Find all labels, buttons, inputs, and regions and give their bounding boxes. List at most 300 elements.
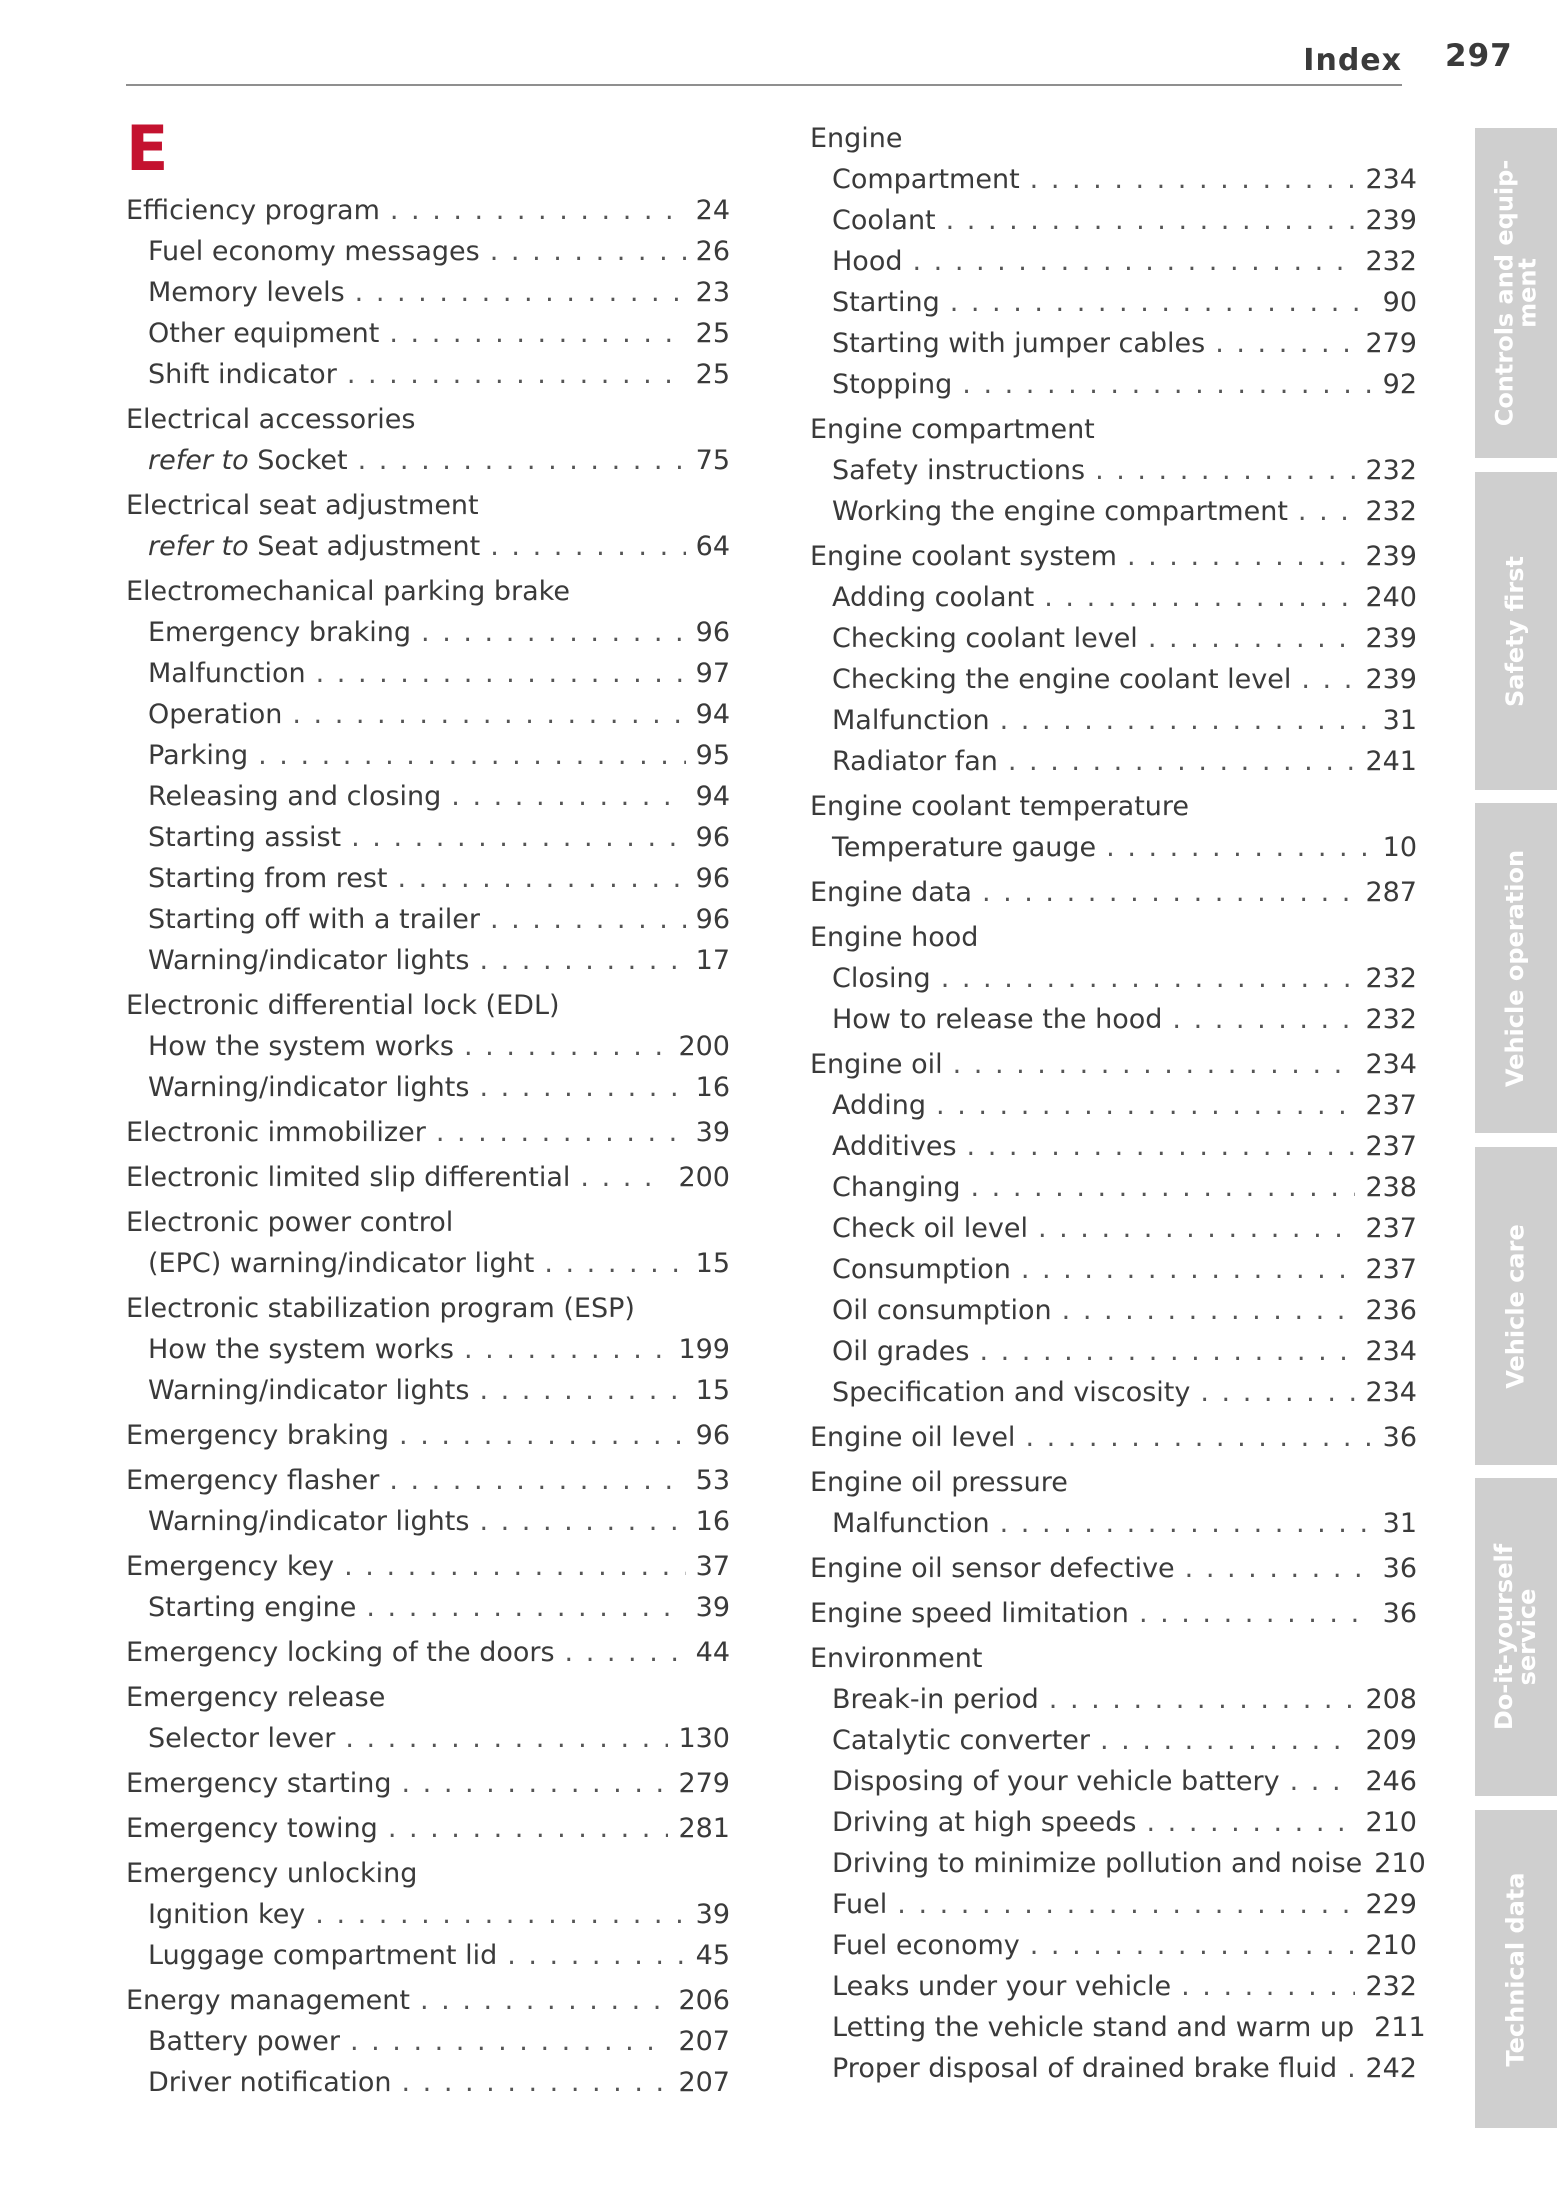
entry-page-number: 96: [695, 904, 730, 935]
entry-label: Engine compartment: [810, 414, 1095, 445]
entry-page-number: 209: [1365, 1725, 1417, 1756]
entry-label: Check oil level: [832, 1213, 1028, 1244]
entry-label: Emergency locking of the doors: [126, 1637, 555, 1668]
entry-page-number: 208: [1365, 1684, 1417, 1715]
entry-page-number: 97: [695, 658, 730, 689]
entry-label: Malfunction: [148, 658, 306, 689]
dot-leader: [1147, 1802, 1356, 1843]
index-subentry: [810, 1208, 1417, 1249]
entry-page-number: 287: [1365, 877, 1417, 908]
index-subentry: [810, 282, 1417, 323]
entry-label: Selector lever: [148, 1723, 336, 1754]
entry-label: Energy management: [126, 1985, 410, 2016]
entry-label: Efficiency program: [126, 195, 380, 226]
entry-page-number: 10: [1382, 832, 1417, 863]
entry-page-number: 232: [1365, 455, 1417, 486]
index-entry: [126, 985, 730, 1026]
index-subentry: [810, 1802, 1417, 1843]
index-entry: [126, 1632, 730, 1673]
entry-label: Emergency braking: [126, 1420, 390, 1451]
entry-page-number: 92: [1382, 369, 1417, 400]
dot-leader: [1181, 1966, 1355, 2007]
dot-leader: [316, 653, 686, 694]
index-entry: [810, 118, 1417, 159]
dot-leader: [258, 735, 686, 776]
entry-page-number: 44: [695, 1637, 730, 1668]
entry-label: Shift indicator: [148, 359, 337, 390]
entry-page-number: 239: [1365, 623, 1417, 654]
entry-page-number: 240: [1365, 582, 1417, 613]
dot-leader: [982, 872, 1356, 913]
entry-label: Operation: [148, 699, 283, 730]
entry-page-number: 232: [1365, 1004, 1417, 1035]
dot-leader: [350, 2021, 668, 2062]
entry-label: Engine: [810, 123, 903, 154]
index-subentry: [810, 2048, 1417, 2089]
entry-label: Electronic limited slip differential: [126, 1162, 571, 1193]
index-list-left: [126, 190, 730, 2103]
dot-leader: [1215, 323, 1355, 364]
index-entry: [126, 1460, 730, 1501]
dot-leader: [1100, 1720, 1355, 1761]
entry-page-number: 246: [1365, 1766, 1417, 1797]
dot-leader: [1347, 2048, 1355, 2089]
entry-label: Parking: [148, 740, 249, 771]
entry-label: Adding coolant: [832, 582, 1035, 613]
entry-page-number: 24: [695, 195, 730, 226]
entry-page-number: 238: [1365, 1172, 1417, 1203]
entry-label: Starting engine: [148, 1592, 357, 1623]
chapter-tab-vehicle-operation[interactable]: [1475, 803, 1557, 1133]
index-subentry: [126, 653, 730, 694]
index-subentry: [126, 1935, 730, 1976]
entry-label: Driver notification: [148, 2067, 392, 2098]
entry-page-number: 200: [678, 1162, 730, 1193]
entry-label: Closing: [832, 963, 931, 994]
entry-page-number: 239: [1365, 205, 1417, 236]
entry-label: Adding: [832, 1090, 927, 1121]
entry-label: Warning/indicator lights: [148, 1375, 470, 1406]
entry-label: Electronic differential lock (EDL): [126, 990, 560, 1021]
chapter-tab-vehicle-care[interactable]: [1475, 1147, 1557, 1465]
dot-leader: [1025, 1417, 1372, 1458]
entry-label: How the system works: [148, 1031, 454, 1062]
index-entry: [126, 1288, 730, 1329]
dot-leader: [345, 1718, 668, 1759]
index-entry: [126, 1546, 730, 1587]
dot-leader: [389, 1460, 685, 1501]
entry-label: Engine oil pressure: [810, 1467, 1068, 1498]
entry-label: Starting off with a trailer: [148, 904, 480, 935]
entry-refer-target: Seat adjustment: [257, 531, 481, 562]
entry-page-number: 279: [678, 1768, 730, 1799]
dot-leader: [1172, 999, 1355, 1040]
chapter-tab-controls[interactable]: [1475, 128, 1557, 458]
entry-label: Emergency towing: [126, 1813, 378, 1844]
index-subentry: [810, 241, 1417, 282]
index-subentry: [126, 526, 730, 567]
chapter-tabs: [1475, 0, 1557, 2208]
entry-page-number: 17: [695, 945, 730, 976]
dot-leader: [399, 1415, 686, 1456]
dot-leader: [544, 1243, 685, 1284]
dot-leader: [1095, 450, 1355, 491]
entry-label: Letting the vehicle stand and warm up: [832, 2012, 1355, 2043]
dot-leader: [479, 1501, 685, 1542]
entry-label: Engine oil sensor defective: [810, 1553, 1175, 1584]
entry-label: Engine coolant system: [810, 541, 1117, 572]
entry-page-number: 210: [1374, 1848, 1426, 1879]
dot-leader: [941, 958, 1356, 999]
index-subentry: [810, 491, 1417, 532]
entry-page-number: 94: [695, 781, 730, 812]
entry-label: Emergency key: [126, 1551, 335, 1582]
index-subentry: [810, 1126, 1417, 1167]
index-subentry: [810, 741, 1417, 782]
entry-page-number: 207: [678, 2067, 730, 2098]
dot-leader: [347, 354, 686, 395]
index-entry: [810, 1593, 1417, 1634]
index-entry: [810, 1462, 1417, 1503]
entry-page-number: 210: [1365, 1807, 1417, 1838]
index-subentry: [126, 1026, 730, 1067]
entry-page-number: 16: [695, 1072, 730, 1103]
entry-page-number: 234: [1365, 1336, 1417, 1367]
dot-leader: [402, 1763, 669, 1804]
index-subentry: [810, 1290, 1417, 1331]
dot-leader: [1290, 1761, 1356, 1802]
entry-label: Electrical accessories: [126, 404, 416, 435]
entry-label: Releasing and closing: [148, 781, 442, 812]
entry-label: Malfunction: [832, 705, 990, 736]
entry-label: Starting: [832, 287, 940, 318]
entry-page-number: 36: [1382, 1598, 1417, 1629]
index-subentry: [126, 2021, 730, 2062]
dot-leader: [420, 1980, 668, 2021]
entry-page-number: 234: [1365, 1049, 1417, 1080]
dot-leader: [292, 694, 685, 735]
entry-page-number: 239: [1365, 541, 1417, 572]
dot-leader: [389, 313, 685, 354]
dot-leader: [1038, 1208, 1356, 1249]
index-subentry: [810, 159, 1417, 200]
entry-page-number: 199: [678, 1334, 730, 1365]
index-subentry: [810, 1966, 1417, 2007]
entry-page-number: 207: [678, 2026, 730, 2057]
index-entry: [126, 1202, 730, 1243]
entry-page-number: 237: [1365, 1213, 1417, 1244]
entry-label: Electronic stabilization program (ESP): [126, 1293, 635, 1324]
dot-leader: [946, 200, 1356, 241]
dot-leader: [1049, 1679, 1356, 1720]
chapter-tab-diy-service[interactable]: [1475, 1478, 1557, 1796]
index-subentry: [810, 958, 1417, 999]
entry-label: Stopping: [832, 369, 953, 400]
entry-page-number: 90: [1382, 287, 1417, 318]
entry-label: Disposing of your vehicle battery: [832, 1766, 1280, 1797]
entry-page-number: 236: [1365, 1295, 1417, 1326]
dot-leader: [1030, 1925, 1356, 1966]
index-subentry: [810, 1761, 1417, 1802]
index-subentry: [810, 827, 1417, 868]
entry-page-number: 75: [695, 445, 730, 476]
dot-leader: [1106, 827, 1372, 868]
entry-label: Driving at high speeds: [832, 1807, 1137, 1838]
index-entry: [810, 1044, 1417, 1085]
dot-leader: [1030, 159, 1356, 200]
entry-page-number: 234: [1365, 164, 1417, 195]
section-letter: E: [126, 112, 169, 185]
entry-page-number: 96: [695, 822, 730, 853]
index-subentry: [810, 1884, 1417, 1925]
entry-label: Engine oil: [810, 1049, 943, 1080]
entry-label: Oil grades: [832, 1336, 970, 1367]
entry-label: Warning/indicator lights: [148, 1506, 470, 1537]
entry-label: Luggage compartment lid: [148, 1940, 498, 1971]
entry-page-number: 31: [1382, 1508, 1417, 1539]
dot-leader: [897, 1884, 1355, 1925]
index-entry: [810, 1548, 1417, 1589]
entry-page-number: 200: [678, 1031, 730, 1062]
entry-label: Compartment: [832, 164, 1020, 195]
dot-leader: [962, 364, 1372, 405]
entry-page-number: 37: [695, 1551, 730, 1582]
entry-label: Emergency release: [126, 1682, 386, 1713]
index-subentry: [126, 1370, 730, 1411]
dot-leader: [1000, 1503, 1373, 1544]
dot-leader: [1185, 1548, 1373, 1589]
index-subentry: [126, 313, 730, 354]
dot-leader: [953, 1044, 1356, 1085]
index-subentry: [126, 899, 730, 940]
entry-page-number: 279: [1365, 328, 1417, 359]
entry-label: Consumption: [832, 1254, 1011, 1285]
entry-label: Additives: [832, 1131, 957, 1162]
entry-label: Fuel economy: [832, 1930, 1020, 1961]
dot-leader: [507, 1935, 685, 1976]
entry-label: Emergency braking: [148, 617, 412, 648]
index-subentry: [810, 200, 1417, 241]
index-subentry: [126, 1718, 730, 1759]
entry-page-number: 239: [1365, 664, 1417, 695]
dot-leader: [1298, 491, 1356, 532]
index-list-right: [810, 118, 1426, 2089]
entry-label: Electronic power control: [126, 1207, 454, 1238]
dot-leader: [421, 612, 686, 653]
chapter-tab-safety[interactable]: [1475, 472, 1557, 790]
index-entry: [126, 1763, 730, 1804]
entry-label: Memory levels: [148, 277, 345, 308]
index-subentry: [810, 700, 1417, 741]
index-subentry: [126, 354, 730, 395]
entry-refer-prefix: refer to: [148, 531, 249, 562]
entry-label: How the system works: [148, 1334, 454, 1365]
dot-leader: [464, 1329, 668, 1370]
dot-leader: [580, 1157, 668, 1198]
index-entry: [126, 1677, 730, 1718]
entry-label: Leaks under your vehicle: [832, 1971, 1172, 2002]
entry-label: Emergency flasher: [126, 1465, 380, 1496]
dot-leader: [490, 526, 685, 567]
index-entry: [126, 190, 730, 231]
entry-label: Checking coolant level: [832, 623, 1138, 654]
entry-page-number: 241: [1365, 746, 1417, 777]
index-subentry: [126, 735, 730, 776]
entry-label: Starting from rest: [148, 863, 388, 894]
chapter-tab-technical-data[interactable]: [1475, 1810, 1557, 2128]
index-subentry: [810, 323, 1417, 364]
index-entry: [810, 1638, 1417, 1679]
page-number: 297: [1445, 38, 1513, 74]
entry-label: Starting assist: [148, 822, 342, 853]
chapter-tab-label: Vehicle care: [1501, 1223, 1530, 1389]
index-subentry: [126, 940, 730, 981]
dot-leader: [1148, 618, 1356, 659]
entry-page-number: 36: [1382, 1553, 1417, 1584]
dot-leader: [912, 241, 1355, 282]
dot-leader: [315, 1894, 685, 1935]
index-subentry: [126, 1894, 730, 1935]
entry-page-number: 53: [695, 1465, 730, 1496]
dot-leader: [358, 440, 686, 481]
entry-page-number: 45: [695, 1940, 730, 1971]
entry-page-number: 31: [1382, 705, 1417, 736]
dot-leader: [344, 1546, 686, 1587]
entry-page-number: 15: [695, 1375, 730, 1406]
index-subentry: [810, 450, 1417, 491]
entry-page-number: 232: [1365, 1971, 1417, 2002]
entry-label: Engine data: [810, 877, 972, 908]
index-subentry: [810, 1249, 1417, 1290]
dot-leader: [479, 1370, 685, 1411]
entry-label: (EPC) warning/indicator light: [148, 1248, 535, 1279]
index-subentry: [810, 1372, 1417, 1413]
entry-page-number: 94: [695, 699, 730, 730]
dot-leader: [479, 1067, 685, 1108]
entry-page-number: 16: [695, 1506, 730, 1537]
index-entry: [126, 1112, 730, 1153]
entry-label: Malfunction: [832, 1508, 990, 1539]
dot-leader: [950, 282, 1373, 323]
entry-label: Electromechanical parking brake: [126, 576, 570, 607]
index-entry: [126, 1980, 730, 2021]
index-subentry: [810, 1085, 1417, 1126]
entry-page-number: 206: [678, 1985, 730, 2016]
entry-label: Checking the engine coolant level: [832, 664, 1292, 695]
dot-leader: [436, 1112, 686, 1153]
entry-page-number: 23: [695, 277, 730, 308]
dot-leader: [971, 1167, 1356, 1208]
entry-label: Other equipment: [148, 318, 380, 349]
index-subentry: [126, 440, 730, 481]
index-entry: [810, 872, 1417, 913]
entry-label: Working the engine compartment: [832, 496, 1288, 527]
index-entry: [126, 1157, 730, 1198]
entry-page-number: 232: [1365, 496, 1417, 527]
chapter-tab-label: Vehicle operation: [1501, 849, 1530, 1087]
entry-label: [148, 526, 480, 567]
dot-leader: [936, 1085, 1355, 1126]
dot-leader: [464, 1026, 668, 1067]
entry-label: Electronic immobilizer: [126, 1117, 426, 1148]
entry-label: Warning/indicator lights: [148, 945, 470, 976]
entry-label: Temperature gauge: [832, 832, 1097, 863]
entry-label: Coolant: [832, 205, 936, 236]
index-entry: [126, 399, 730, 440]
entry-page-number: 232: [1365, 246, 1417, 277]
index-subentry: [810, 577, 1417, 618]
dot-leader: [1127, 536, 1356, 577]
entry-page-number: 25: [695, 359, 730, 390]
index-subentry: [810, 1679, 1417, 1720]
entry-page-number: 95: [695, 740, 730, 771]
entry-label: Oil consumption: [832, 1295, 1052, 1326]
index-subentry: [810, 659, 1417, 700]
entry-label: How to release the hood: [832, 1004, 1163, 1035]
entry-label: Radiator fan: [832, 746, 998, 777]
entry-page-number: 26: [695, 236, 730, 267]
entry-page-number: 130: [678, 1723, 730, 1754]
index-subentry: [126, 817, 730, 858]
header-title: Index: [1303, 43, 1402, 78]
index-subentry: [126, 272, 730, 313]
entry-page-number: 210: [1365, 1930, 1417, 1961]
dot-leader: [390, 190, 686, 231]
index-subentry: [126, 776, 730, 817]
dot-leader: [397, 858, 685, 899]
chapter-tab-label: Controls and equip- ment: [1490, 159, 1542, 427]
index-entry: [810, 786, 1417, 827]
entry-page-number: 64: [695, 531, 730, 562]
index-subentry: [126, 231, 730, 272]
entry-page-number: 232: [1365, 963, 1417, 994]
index-subentry: [126, 1329, 730, 1370]
entry-page-number: 36: [1382, 1422, 1417, 1453]
entry-label: Electrical seat adjustment: [126, 490, 479, 521]
dot-leader: [1301, 659, 1355, 700]
index-subentry: [810, 618, 1417, 659]
index-subentry: [810, 1925, 1417, 1966]
dot-leader: [366, 1587, 685, 1628]
chapter-tab-label: Safety first: [1501, 555, 1530, 707]
entry-label: Fuel: [832, 1889, 888, 1920]
index-subentry: [126, 1067, 730, 1108]
index-subentry: [810, 2007, 1426, 2048]
dot-leader: [479, 940, 685, 981]
index-column-left: [126, 112, 730, 2103]
entry-label: Emergency starting: [126, 1768, 392, 1799]
index-subentry: [126, 2062, 730, 2103]
entry-page-number: 39: [695, 1117, 730, 1148]
entry-label: Battery power: [148, 2026, 340, 2057]
index-entry: [810, 409, 1417, 450]
dot-leader: [490, 231, 686, 272]
page-header: [126, 36, 1402, 86]
entry-label: Safety instructions: [832, 455, 1086, 486]
entry-page-number: 211: [1374, 2012, 1426, 2043]
index-entry: [810, 1417, 1417, 1458]
dot-leader: [1000, 700, 1373, 741]
dot-leader: [1008, 741, 1356, 782]
entry-page-number: 237: [1365, 1131, 1417, 1162]
entry-label: Changing: [832, 1172, 961, 1203]
index-entry: [810, 917, 1417, 958]
entry-page-number: 39: [695, 1592, 730, 1623]
index-column-right: [810, 118, 1426, 2089]
index-subentry: [126, 612, 730, 653]
entry-label: Engine hood: [810, 922, 979, 953]
entry-page-number: 96: [695, 617, 730, 648]
